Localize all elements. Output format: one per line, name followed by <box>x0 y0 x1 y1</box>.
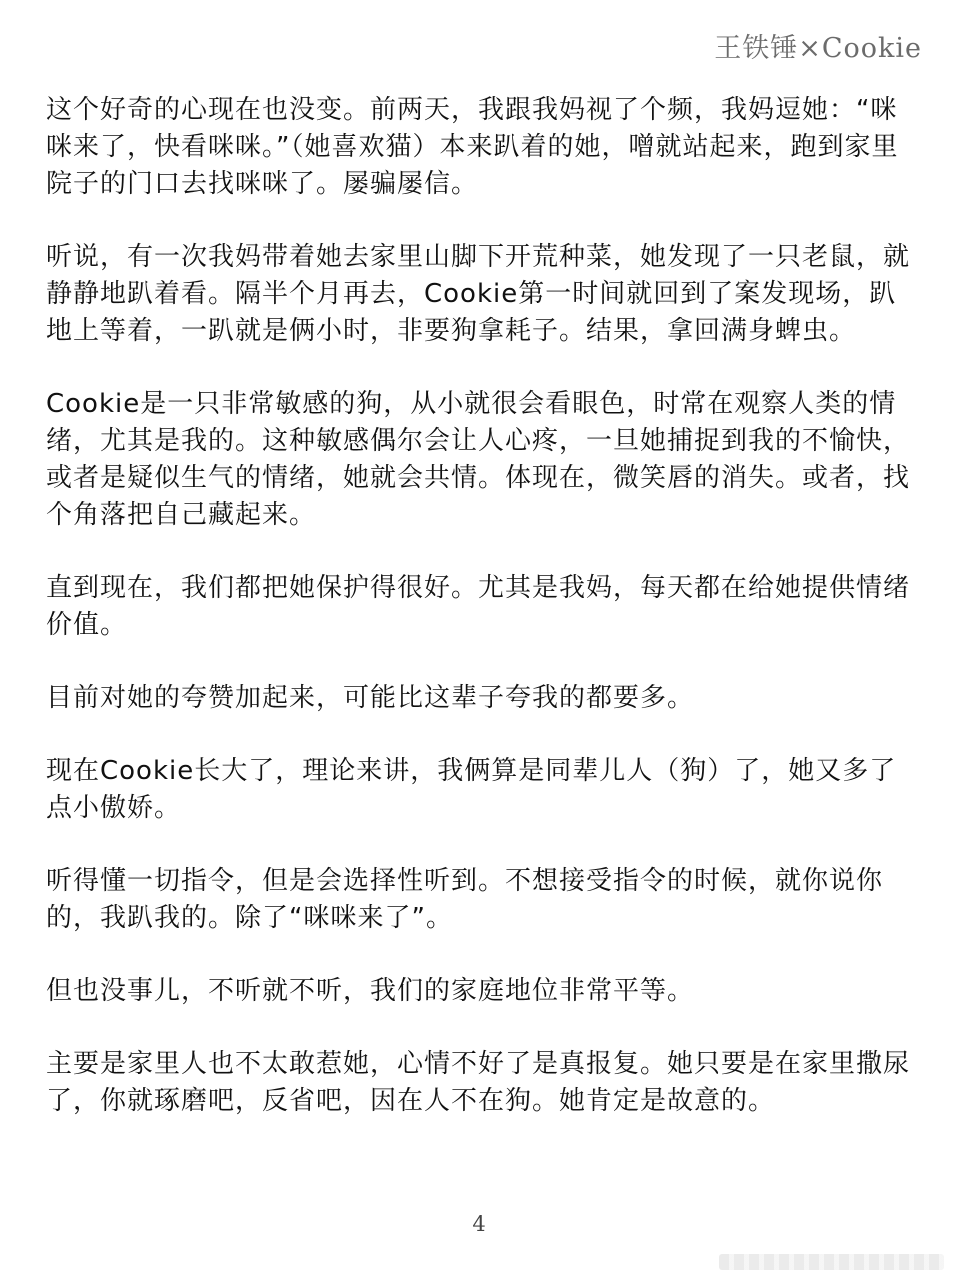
paragraph-6: 现在Cookie长大了，理论来讲，我俩算是同辈儿人（狗）了，她又多了点小傲娇。 <box>46 756 897 823</box>
watermark <box>719 1254 944 1270</box>
paragraph-4: 直到现在，我们都把她保护得很好。尤其是我妈，每天都在给她提供情绪价值。 <box>46 573 911 640</box>
paragraph-2: 听说，有一次我妈带着她去家里山脚下开荒种菜，她发现了一只老鼠，就静静地趴着看。隔半个月再去，Cookie第一时间就回到了案发现场，趴地上等着，一趴就是俩小时，非要狗拿耗子。结果，拿回满身蜱虫。 <box>46 242 911 346</box>
page-number: 4 <box>472 1212 486 1236</box>
paragraph-9: 主要是家里人也不太敢惹她，心情不好了是真报复。她只要是在家里撒尿了，你就琢磨吧，反省吧，因在人不在狗。她肯定是故意的。 <box>46 1049 911 1116</box>
paragraph-7: 听得懂一切指令，但是会选择性听到。不想接受指令的时候，就你说你的，我趴我的。除了“咪咪来了”。 <box>46 866 884 933</box>
paragraph-3: Cookie是一只非常敏感的狗，从小就很会看眼色，时常在观察人类的情绪，尤其是我的。这种敏感偶尔会让人心疼，一旦她捕捉到我的不愉快，或者是疑似生气的情绪，她就会共情。体现在，微笑唇的消失。或者，找个角落把自己藏起来。 <box>46 389 911 530</box>
paragraph-1: 这个好奇的心现在也没变。前两天，我跟我妈视了个频，我妈逗她：“咪咪来了，快看咪咪。”（她喜欢猫）本来趴着的她，噌就站起来，跑到家里院子的门口去找咪咪了。屡骗屡信。 <box>46 95 899 199</box>
header-title: 王铁锤×Cookie <box>714 33 922 64</box>
paragraph-8: 但也没事儿，不听就不听，我们的家庭地位非常平等。 <box>46 976 695 1006</box>
paragraph-5: 目前对她的夸赞加起来，可能比这辈子夸我的都要多。 <box>46 683 695 713</box>
body-text <box>46 92 912 1156</box>
